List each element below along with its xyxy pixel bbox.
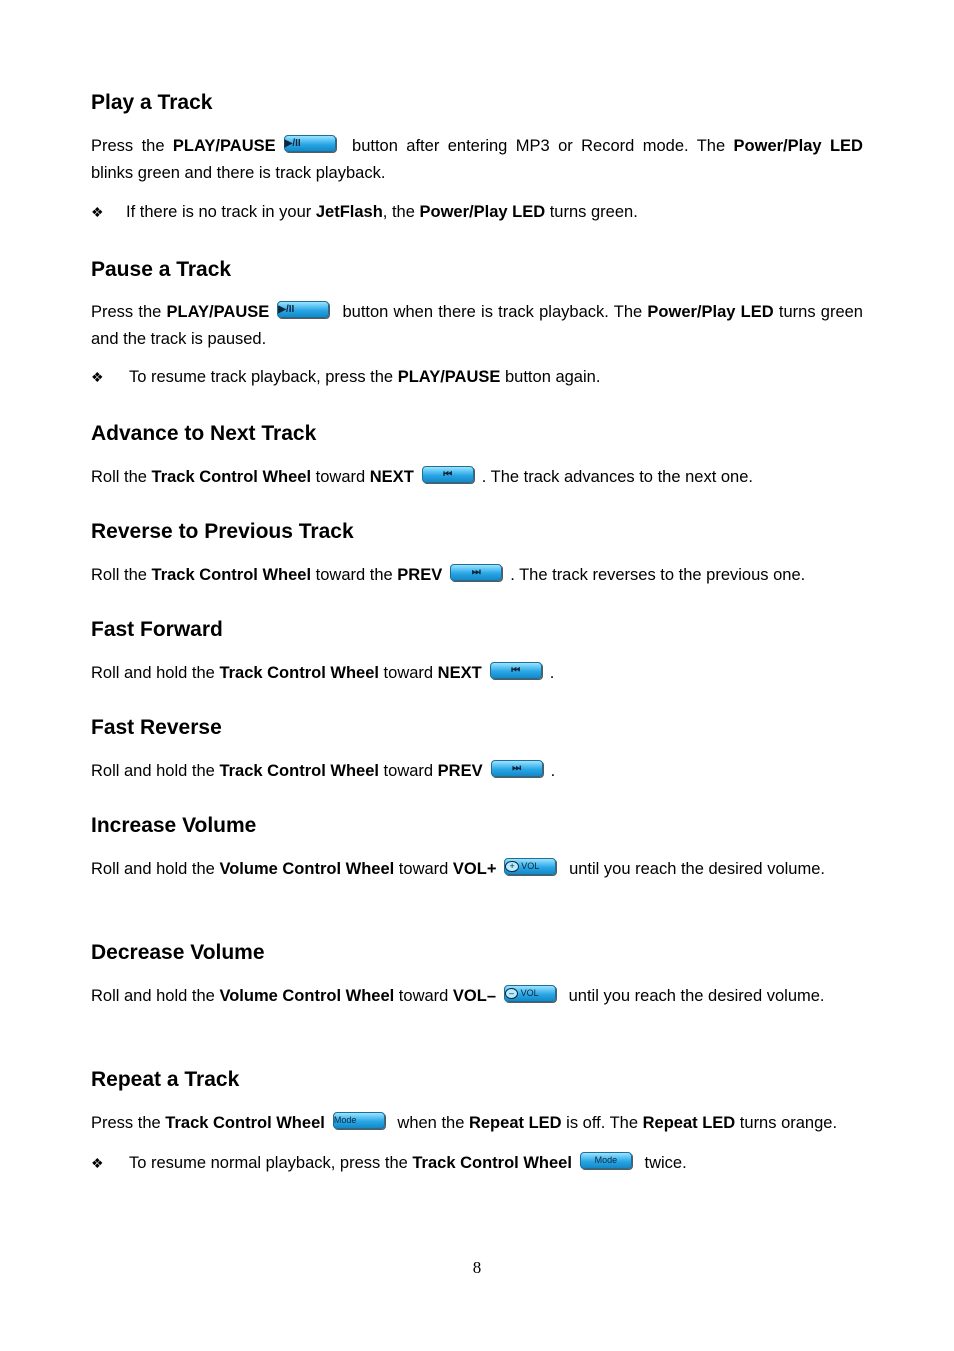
section-advance-next-track: [91, 422, 863, 491]
diamond-bullet-icon: ❖: [91, 1155, 104, 1171]
volume-down-icon: – VOL: [504, 985, 556, 1002]
section-fast-forward: [91, 618, 863, 687]
next-track-icon: ⏮: [422, 466, 474, 483]
section-heading: Increase Volume: [91, 814, 257, 837]
paragraph: Press the Track Control Wheel Mode when the Repeat LED is off. The Repeat LED turns orange.: [91, 1114, 838, 1132]
previous-track-icon: ⏭: [450, 564, 502, 581]
note-bullet: [91, 1150, 863, 1177]
previous-track-icon: ⏭: [491, 760, 543, 777]
section-heading: Fast Reverse: [91, 716, 222, 739]
paragraph: Roll and hold the Track Control Wheel toward PREV ⏭ .: [91, 762, 556, 780]
section-heading: Decrease Volume: [91, 941, 265, 964]
section-repeat-a-track: [91, 1068, 863, 1177]
note-text: If there is no track in your JetFlash, the Power/Play LED turns green.: [126, 203, 638, 221]
play-pause-button-icon: ▶/II: [277, 301, 329, 318]
section-heading: Repeat a Track: [91, 1068, 240, 1091]
note-bullet: [91, 364, 863, 391]
paragraph: Roll and hold the Volume Control Wheel toward VOL– – VOL until you reach the desired volume.: [91, 987, 825, 1005]
section-play-a-track: [91, 91, 863, 226]
section-heading: Advance to Next Track: [91, 422, 317, 445]
note-text: To resume track playback, press the PLAY/PAUSE button again.: [129, 368, 601, 386]
section-heading: Play a Track: [91, 91, 213, 114]
section-reverse-previous-track: [91, 520, 863, 589]
section-heading: Fast Forward: [91, 618, 223, 641]
section-pause-a-track: [91, 258, 863, 391]
paragraph: Press the PLAY/PAUSE ▶/II button after entering MP3 or Record mode. The Power/Play LED blinks green and there is track playback.: [91, 137, 863, 182]
volume-up-icon: + VOL: [504, 858, 556, 875]
note-text: To resume normal playback, press the Track Control Wheel Mode twice.: [129, 1154, 687, 1172]
paragraph: Roll the Track Control Wheel toward NEXT ⏮ . The track advances to the next one.: [91, 468, 753, 486]
section-heading: Pause a Track: [91, 258, 232, 281]
section-increase-volume: [91, 814, 863, 883]
mode-button-icon: Mode: [333, 1112, 385, 1129]
page-number: 8: [472, 1258, 482, 1277]
section-decrease-volume: [91, 941, 863, 1010]
paragraph: Press the PLAY/PAUSE ▶/II button when there is track playback. The Power/Play LED turns green and the track is paused.: [91, 303, 863, 348]
diamond-bullet-icon: ❖: [91, 204, 104, 220]
mode-button-icon: Mode: [580, 1152, 632, 1169]
paragraph: Roll the Track Control Wheel toward the PREV ⏭ . The track reverses to the previous one.: [91, 566, 806, 584]
paragraph: Roll and hold the Track Control Wheel toward NEXT ⏮ .: [91, 664, 555, 682]
section-fast-reverse: [91, 716, 863, 785]
play-pause-button-icon: ▶/II: [284, 135, 336, 152]
next-track-icon: ⏮: [490, 662, 542, 679]
diamond-bullet-icon: ❖: [91, 369, 104, 385]
note-bullet: [91, 199, 863, 226]
section-heading: Reverse to Previous Track: [91, 520, 354, 543]
paragraph: Roll and hold the Volume Control Wheel toward VOL+ + VOL until you reach the desired volume.: [91, 860, 825, 878]
